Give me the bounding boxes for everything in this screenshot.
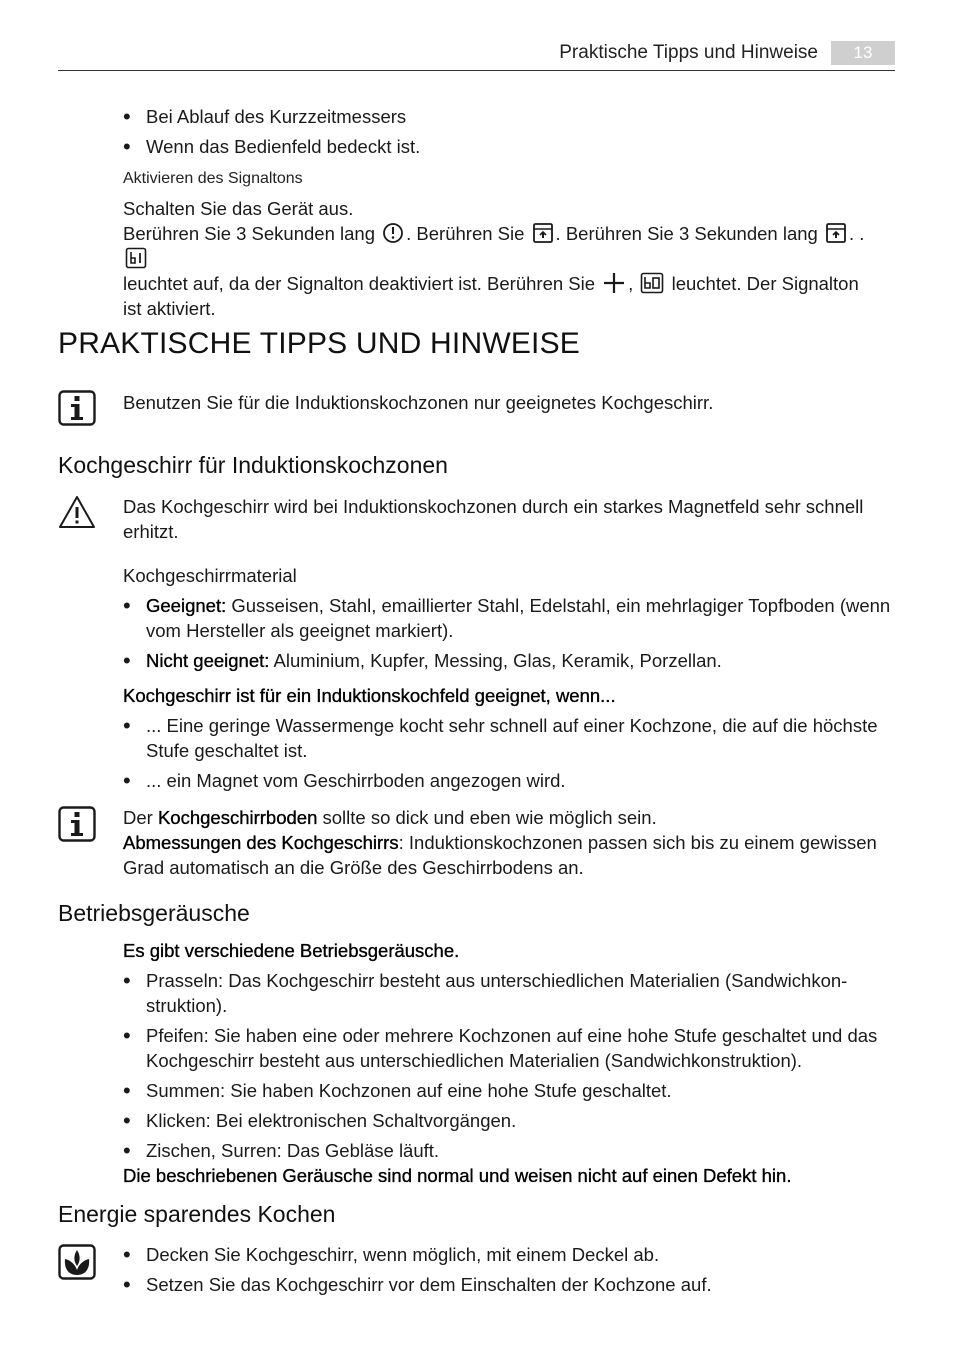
list-item: • Zischen, Surren: Das Gebläse läuft. xyxy=(123,1138,895,1163)
text-segment: . Berühren Sie 3 Sekunden lang xyxy=(555,223,818,244)
info-icon xyxy=(58,390,96,426)
page-number: 13 xyxy=(831,41,895,65)
text-segment: leuchtet. Der Signalton xyxy=(671,273,859,294)
suitable-text: Gusseisen, Stahl, emaillierter Stahl, Edelstahl, ein mehrlagiger Topfboden (wenn vom Hersteller als geeignet markiert). xyxy=(146,595,891,641)
signal-line-1: Schalten Sie das Gerät aus. xyxy=(123,198,354,219)
list-item: • Pfeifen: Sie haben eine oder mehrere Kochzonen auf eine hohe Stufe geschaltet und das Kochgeschirr besteht aus unterschiedlichen Materialien (Sandwichkonstruktion). xyxy=(123,1023,895,1073)
bold-term: Kochgeschirrboden xyxy=(157,807,318,828)
list-item: • ... Eine geringe Wassermenge kocht sehr schnell auf einer Kochzone, die auf die höchste Stufe geschaltet ist. xyxy=(123,713,895,763)
noise-intro: Es gibt verschiedene Betriebsgeräusche. xyxy=(123,940,460,961)
condition-list xyxy=(123,713,895,793)
text-segment: . Berühren Sie xyxy=(406,223,525,244)
signal-caption: Aktivieren des Signaltons xyxy=(123,170,303,187)
section-heading-cookware: Kochgeschirr für Induktionskochzonen xyxy=(58,452,448,478)
section-heading-noise: Betriebsgeräusche xyxy=(58,900,250,926)
info-icon xyxy=(58,806,96,842)
material-list xyxy=(123,593,895,673)
material-heading: Kochgeschirrmaterial xyxy=(123,565,297,586)
text-segment: leuchtet auf, da der Signalton deaktiviert ist. Berühren Sie xyxy=(123,273,596,294)
suitable-label: Geeignet: xyxy=(146,595,227,616)
signal-paragraph xyxy=(123,196,895,321)
text-segment: Der xyxy=(123,807,158,828)
text-segment: Berühren Sie 3 Sekunden lang xyxy=(123,223,375,244)
section-heading-energy: Energie sparendes Kochen xyxy=(58,1201,336,1227)
condition-heading: Kochgeschirr ist für ein Induktionskochfeld geeignet, wenn... xyxy=(123,685,616,706)
list-item: • Setzen Sie das Kochgeschirr vor dem Einschalten der Kochzone auf. xyxy=(123,1272,895,1297)
running-header-title: Praktische Tipps und Hinweise xyxy=(559,42,818,63)
list-item xyxy=(123,593,895,643)
warning-magnetic-field: Das Kochgeschirr wird bei Induktionskochzonen durch ein starkes Magnetfeld sehr schnell erhitzt. xyxy=(123,496,864,542)
bold-term: Abmessungen des Kochgeschirrs xyxy=(123,832,399,853)
signal-line-2 xyxy=(123,221,895,271)
info-line-size xyxy=(123,830,895,880)
page-title: PRAKTISCHE TIPPS UND HINWEISE xyxy=(58,327,580,360)
display-b0-icon xyxy=(640,272,664,294)
plus-icon xyxy=(602,272,626,294)
info-note-cookware: Benutzen Sie für die Induktionskochzonen nur geeignetes Kochgeschirr. xyxy=(123,392,714,413)
list-item: • Prasseln: Das Kochgeschirr besteht aus unterschiedlichen Materialien (Sandwichkon-struktion). xyxy=(123,968,895,1018)
header-rule xyxy=(58,70,895,71)
text-segment: , xyxy=(628,273,634,294)
noise-list xyxy=(123,968,895,1163)
list-item: • Bei Ablauf des Kurzzeitmessers xyxy=(123,104,895,129)
environment-icon xyxy=(58,1244,96,1280)
lock-key-icon xyxy=(825,222,847,244)
unsuitable-label: Nicht geeignet: xyxy=(146,650,270,671)
signal-line-4: ist aktiviert. xyxy=(123,298,216,319)
list-item: • Klicken: Bei elektronischen Schaltvorgängen. xyxy=(123,1108,895,1133)
list-item: • Summen: Sie haben Kochzonen auf eine hohe Stufe geschaltet. xyxy=(123,1078,895,1103)
energy-list xyxy=(123,1242,895,1297)
text-segment: : Induktionskochzonen passen sich bis zu einem gewissen Grad automatisch an die Größe des Geschirrbodens an. xyxy=(123,832,877,878)
text-segment: . . xyxy=(848,223,865,244)
lock-key-icon xyxy=(532,222,554,244)
warning-icon xyxy=(58,494,96,530)
top-bullet-list xyxy=(123,104,895,159)
list-item xyxy=(123,648,895,673)
power-icon xyxy=(382,222,404,244)
info-line-base xyxy=(123,805,895,830)
display-b1-icon xyxy=(125,247,147,269)
noise-outro: Die beschriebenen Geräusche sind normal und weisen nicht auf einen Defekt hin. xyxy=(123,1165,792,1186)
info-note-cookware-base xyxy=(123,805,895,880)
text-segment: sollte so dick und eben wie möglich sein. xyxy=(317,807,657,828)
list-item: • Decken Sie Kochgeschirr, wenn möglich, mit einem Deckel ab. xyxy=(123,1242,895,1267)
signal-line-3 xyxy=(123,271,895,296)
list-item: • ... ein Magnet vom Geschirrboden angezogen wird. xyxy=(123,768,895,793)
list-item: • Wenn das Bedienfeld bedeckt ist. xyxy=(123,134,895,159)
unsuitable-text: Aluminium, Kupfer, Messing, Glas, Keramik, Porzellan. xyxy=(269,650,722,671)
